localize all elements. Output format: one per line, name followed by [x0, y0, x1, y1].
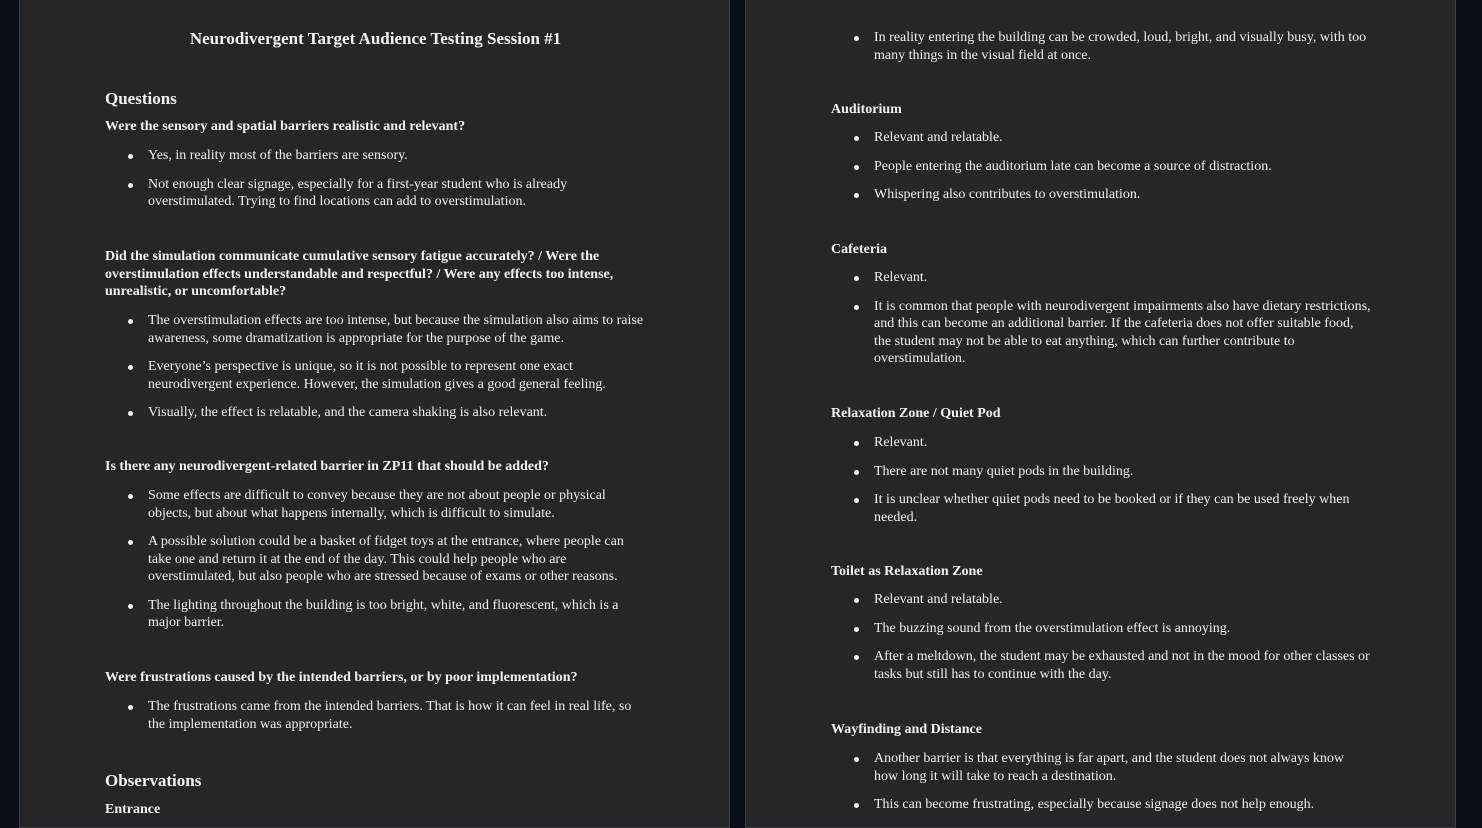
list-item: Everyone’s perspective is unique, so it is not possible to represent one exact neurodivergent experience. However, the simulation gives a good general feeling. [105, 358, 645, 393]
list-item: The lighting throughout the building is too bright, white, and fluorescent, which is a major barrier. [105, 597, 645, 632]
list-item: Whispering also contributes to overstimulation. [831, 186, 1371, 204]
list-item: Relevant and relatable. [831, 129, 1371, 147]
list-item: Yes, in reality most of the barriers are sensory. [105, 147, 645, 165]
question-3: Is there any neurodivergent-related barrier in ZP11 that should be added? [105, 459, 549, 474]
questions-heading: Questions [105, 89, 177, 108]
wayfinding-answers [831, 750, 1371, 814]
cafeteria-answers [831, 269, 1371, 368]
list-item: Another barrier is that everything is far apart, and the student does not always know how long it will take to reach a destination. [831, 750, 1371, 785]
toilet-answers [831, 591, 1371, 683]
list-item: This can become frustrating, especially because signage does not help enough. [831, 796, 1371, 814]
entrance-answers [831, 29, 1371, 64]
wayfinding-heading: Wayfinding and Distance [831, 722, 982, 737]
question-2-answers [105, 312, 645, 422]
toilet-heading: Toilet as Relaxation Zone [831, 564, 983, 579]
list-item: Not enough clear signage, especially for a first-year student who is already overstimulated. Trying to find locations can add to overstimulation. [105, 176, 645, 211]
list-item: Some effects are difficult to convey because they are not about people or physical objects, but about what happens internally, which is difficult to simulate. [105, 487, 645, 522]
list-item: The frustrations came from the intended barriers. That is how it can feel in real life, so the implementation was appropriate. [105, 698, 645, 733]
list-item: In reality entering the building can be crowded, loud, bright, and visually busy, with too many things in the visual field at once. [831, 29, 1371, 64]
auditorium-answers [831, 129, 1371, 204]
list-item: Visually, the effect is relatable, and the camera shaking is also relevant. [105, 404, 645, 422]
question-4: Were frustrations caused by the intended barriers, or by poor implementation? [105, 670, 578, 685]
list-item: It is common that people with neurodivergent impairments also have dietary restrictions, and this can become an additional barrier. If the cafeteria does not offer suitable food, the student may not be able to eat anything, which can further contribute to overstimulation. [831, 298, 1371, 368]
list-item: Relevant. [831, 269, 1371, 287]
question-2: Did the simulation communicate cumulative sensory fatigue accurately? / Were the overstimulation effects understandable and respectful? / Were any effects too intense, unrealistic, or uncomfortable? [105, 249, 614, 299]
list-item: There are not many quiet pods in the building. [831, 463, 1371, 481]
relaxation-heading: Relaxation Zone / Quiet Pod [831, 406, 1001, 421]
cafeteria-heading: Cafeteria [831, 242, 887, 257]
relaxation-answers [831, 434, 1371, 526]
question-1: Were the sensory and spatial barriers realistic and relevant? [105, 119, 466, 134]
question-4-answers [105, 698, 645, 733]
question-3-answers [105, 487, 645, 632]
document-page-2 [745, 0, 1456, 828]
list-item: It is unclear whether quiet pods need to be booked or if they can be used freely when needed. [831, 491, 1371, 526]
entrance-heading: Entrance [105, 802, 161, 817]
document-page-1 [19, 0, 730, 828]
list-item: People entering the auditorium late can become a source of distraction. [831, 158, 1371, 176]
auditorium-heading: Auditorium [831, 102, 902, 117]
question-1-answers [105, 147, 645, 211]
list-item: Relevant. [831, 434, 1371, 452]
list-item: The overstimulation effects are too intense, but because the simulation also aims to raise awareness, some dramatization is appropriate for the purpose of the game. [105, 312, 645, 347]
document-title: Neurodivergent Target Audience Testing Session #1 [189, 29, 562, 48]
list-item: After a meltdown, the student may be exhausted and not in the mood for other classes or tasks but still has to continue with the day. [831, 648, 1371, 683]
list-item: The buzzing sound from the overstimulation effect is annoying. [831, 620, 1371, 638]
list-item: A possible solution could be a basket of fidget toys at the entrance, where people can take one and return it at the end of the day. This could help people who are overstimulated, but also people who are stressed because of exams or other reasons. [105, 533, 645, 586]
list-item: Relevant and relatable. [831, 591, 1371, 609]
observations-heading: Observations [105, 771, 202, 790]
